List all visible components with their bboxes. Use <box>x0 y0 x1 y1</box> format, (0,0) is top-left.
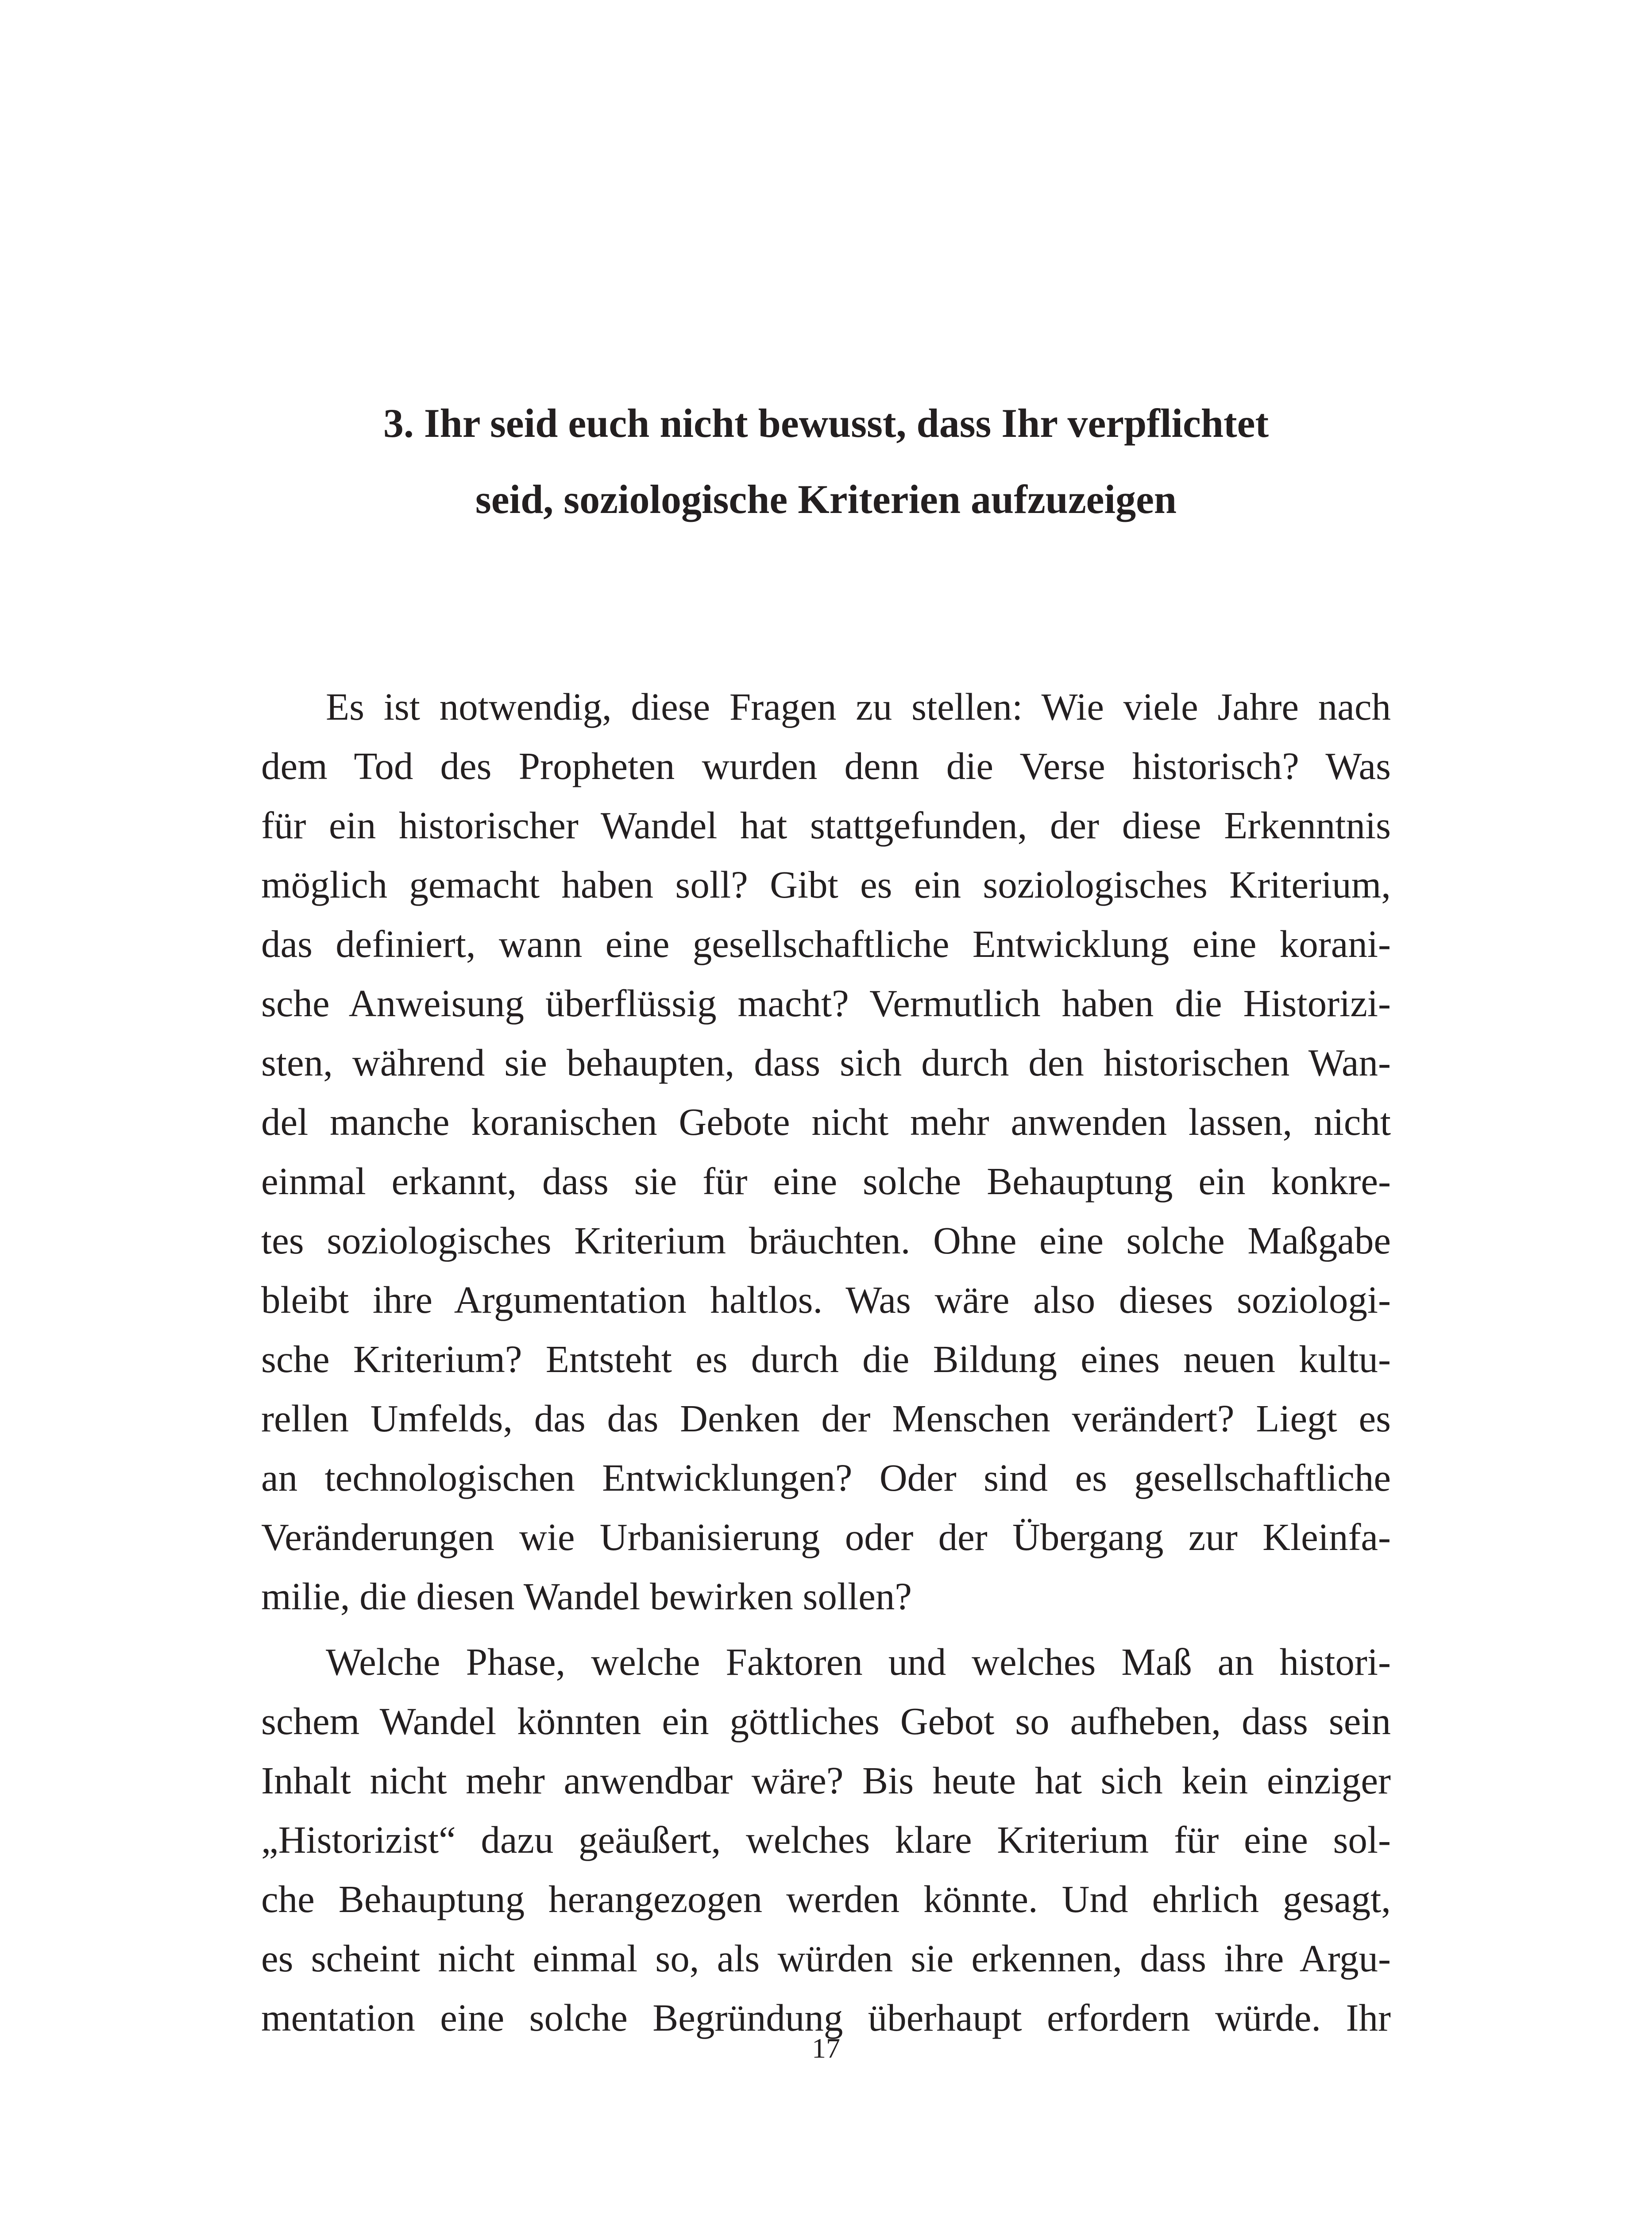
text-line: mentation eine solche Begründung überhaupt erfordern würde. Ihr <box>261 1996 1391 2039</box>
text-line: sche Anweisung überflüssig macht? Vermutlich haben die Historizi- <box>261 982 1391 1025</box>
paragraph-2 <box>261 1632 1391 2047</box>
text-line: sten, während sie behaupten, dass sich durch den historischen Wan- <box>261 1041 1391 1084</box>
text-line: möglich gemacht haben soll? Gibt es ein soziologisches Kriterium, <box>261 863 1391 906</box>
paragraph-gap <box>261 1626 1391 1632</box>
text-line: rellen Umfelds, das das Denken der Menschen verändert? Liegt es <box>261 1397 1391 1440</box>
text-line: tes soziologisches Kriterium bräuchten. Ohne eine solche Maßgabe <box>261 1219 1391 1262</box>
text-line: bleibt ihre Argumentation haltlos. Was wäre also dieses soziologi- <box>261 1278 1391 1321</box>
text-line: dem Tod des Propheten wurden denn die Verse historisch? Was <box>261 744 1391 787</box>
body-text <box>261 677 1391 2047</box>
text-line: Veränderungen wie Urbanisierung oder der Übergang zur Kleinfa- <box>261 1515 1391 1558</box>
paragraph-1 <box>261 677 1391 1626</box>
text-line: für ein historischer Wandel hat stattgefunden, der diese Erkenntnis <box>261 804 1391 847</box>
text-line: das definiert, wann eine gesellschaftliche Entwicklung eine korani- <box>261 922 1391 965</box>
text-line: Es ist notwendig, diese Fragen zu stellen: Wie viele Jahre nach <box>326 685 1391 728</box>
text-line: del manche koranischen Gebote nicht mehr anwenden lassen, nicht <box>261 1100 1391 1143</box>
page-number: 17 <box>812 2032 840 2064</box>
text-line: an technologischen Entwicklungen? Oder sind es gesellschaftliche <box>261 1456 1391 1499</box>
text-line: es scheint nicht einmal so, als würden sie erkennen, dass ihre Argu- <box>261 1937 1391 1980</box>
text-line: Welche Phase, welche Faktoren und welches Maß an histori- <box>326 1640 1391 1683</box>
chapter-title-line-1: 3. Ihr seid euch nicht bewusst, dass Ihr verpflichtet <box>383 401 1269 446</box>
text-line: sche Kriterium? Entsteht es durch die Bildung eines neuen kultu- <box>261 1338 1391 1380</box>
text-line: schem Wandel könnten ein göttliches Gebot so aufheben, dass sein <box>261 1700 1391 1743</box>
text-line: che Behauptung herangezogen werden könnte. Und ehrlich gesagt, <box>261 1878 1391 1920</box>
chapter-title <box>248 385 1404 537</box>
text-line: milie, die diesen Wandel bewirken sollen? <box>261 1575 912 1618</box>
text-line: „Historizist“ dazu geäußert, welches klare Kriterium für eine sol- <box>261 1818 1391 1861</box>
chapter-title-line-2: seid, soziologische Kriterien aufzuzeigen <box>475 477 1177 522</box>
text-line: Inhalt nicht mehr anwendbar wäre? Bis heute hat sich kein einziger <box>261 1759 1391 1802</box>
text-line: einmal erkannt, dass sie für eine solche Behauptung ein konkre- <box>261 1160 1391 1203</box>
